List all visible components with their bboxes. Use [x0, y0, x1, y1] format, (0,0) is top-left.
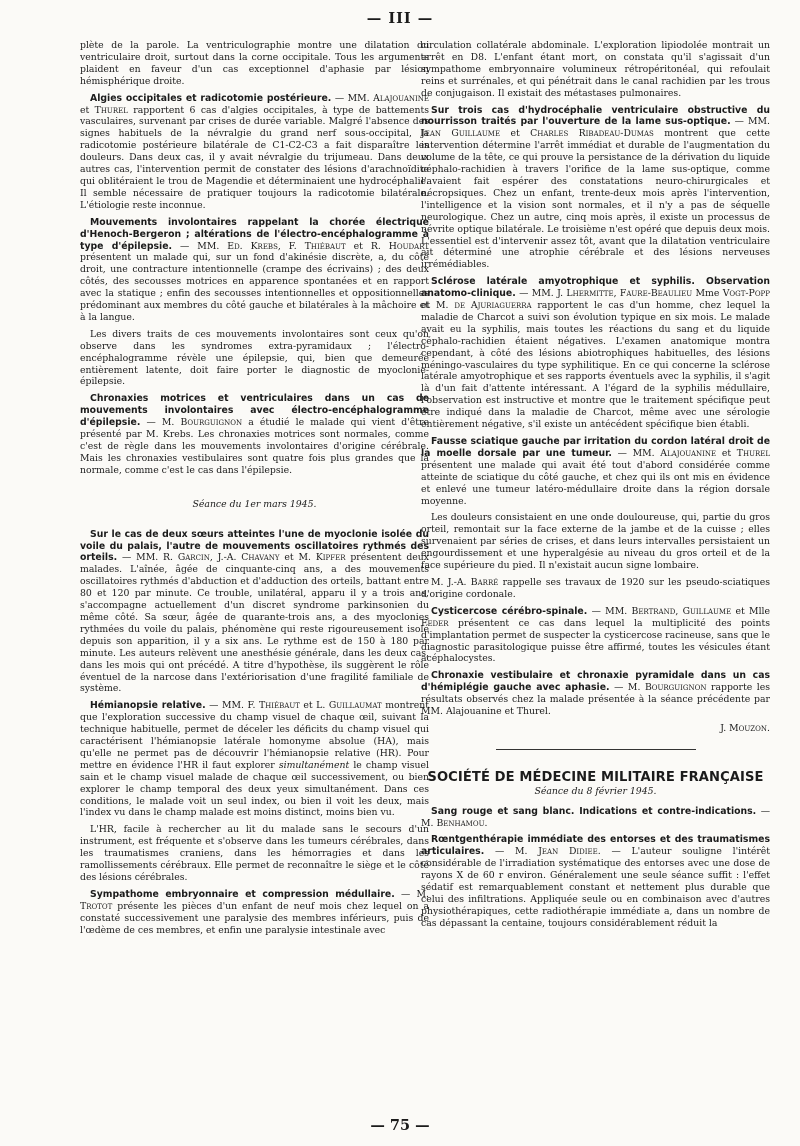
article-hemianopsie: [80, 700, 429, 819]
author-name: Garcin: [177, 552, 210, 564]
author-separator: et Mlle: [731, 605, 771, 617]
page-header-numeral: — III —: [366, 10, 434, 27]
author-prefix: — MM.: [617, 447, 661, 459]
article-title: Chronaxie vestibulaire et chronaxie pyramidale dans un cas d'hémiplégie gauche avec aphasie.: [421, 670, 770, 694]
author-name: Alajouanine: [373, 92, 429, 104]
author-prefix: — MM.: [591, 605, 632, 617]
signature-period: .: [767, 722, 770, 734]
article-body: . — L'auteur souligne l'intérêt considérable de l'irradiation systématique des entorses avec une dose de rayons X de 60 r environ. Généralement une seule séance suffit : l'effet sédatif est remarquablement constant et nettement plus durable que celui des infiltrations. Appliquée seule ou en combinaison avec d'autres physiothérapiques, cette radiothérapie immédiate a, dans un nombre de cas dépassant la centaine, toujours considérablement réduit la: [421, 846, 770, 929]
article-sciatique-para2: Les douleurs consistaient en une onde douloureuse, qui, partie du gros orteil, remontait sur la face externe de la jambe et de la cuisse ; elles survenaient par séries de crises, et dans leurs intervalles persistaient un engourdissement et une hyperalgésie au niveau du gros orteil et de la face supérieure du pied. Il n'existait aucun signe lombaire.: [421, 512, 770, 572]
article-title: Sang rouge et sang blanc. Indications et contre-indications.: [431, 805, 757, 817]
author-name: Benhamou: [436, 817, 485, 829]
article-hydrocephalie: [421, 105, 770, 272]
author-name: Chavany: [241, 552, 280, 564]
article-title: Sympathome embryonnaire et compression médullaire.: [90, 888, 395, 900]
author-name: Jean Guillaume: [421, 128, 501, 140]
author-separator: et: [716, 447, 737, 459]
author-name: Jean Didiee: [538, 846, 598, 858]
author-separator: et M.: [279, 552, 316, 564]
author-name: Bourguignon: [644, 682, 707, 694]
page-number: — 75 —: [370, 1117, 430, 1134]
author-suffix: .: [484, 817, 488, 829]
society-date: Séance du 8 février 1945.: [534, 785, 657, 797]
article-title: Sclérose latérale amyotrophique et syphilis. Observation anatomo-clinique.: [421, 276, 770, 300]
article-body: montrent que l'exploration successive du champ visuel de chaque œil, suivant la technique habituelle, permet de déceler les déficits du champ visuel qui caractérisent l'hémianopsie latérale homonyme absolue (HA), mais qu'elle ne permet pas de découvrir l'hémianopsie relative (HR). Pour mettre en évidence l'HR il faut explorer: [80, 700, 429, 771]
article-title: Mouvements involontaires rappelant la chorée électrique d'Henoch-Bergeron ; altérations de l'électro-encéphalogramme à type d'épilepsie.: [80, 216, 429, 252]
author-prefix: — MM. F.: [209, 700, 259, 712]
article-mouvements-para2: Les divers traits de ces mouvements involontaires sont ceux qu'on observe dans les syndromes extra-pyramidaux ; l'électro-encéphalogramme révèle une épilepsie, qui, bien que demeurée entièrement latente, doit faire porter le diagnostic de myoclonie-épilepsie.: [80, 328, 429, 388]
author-name: Trotot: [80, 900, 113, 912]
author-name: Thiébaut: [258, 700, 300, 712]
author-name: Thurel: [94, 104, 128, 116]
author-prefix: — M.: [401, 888, 429, 900]
author-prefix: — M.: [614, 682, 645, 694]
author-name: Feder: [421, 617, 449, 629]
article-title: Chronaxies motrices et ventriculaires dans un cas de mouvements involontaires avec électro-encéphalogramme d'épilepsie.: [80, 393, 429, 429]
article-sciatique: [421, 436, 770, 507]
author-name: Houdart: [388, 240, 430, 252]
author-name: Alajouanine: [660, 447, 717, 459]
author-name: de Ajuriaguerra: [454, 300, 532, 312]
author-prefix: M. J.-A.: [431, 576, 471, 588]
article-sclerose: [421, 276, 770, 431]
article-body: rappelle ses travaux de 1920 sur les pseudo-sciatiques d'origine cordonale.: [421, 576, 771, 600]
author-separator: et R.: [345, 240, 389, 252]
article-body: présentent un malade qui, sur un fond d'akinésie discrète, a, du côté droit, une contracture intentionnelle (crampe des écrivains) ; des deux côtés, des secousses motrices en apparence spontanées et en rapport avec la statique ; enfin des secousses intentionnelles et oppositionnelles prédominant aux membres du côté gauche et bilatérales à la mâchoire et à la langue.: [80, 252, 429, 323]
article-body: présente les pièces d'un enfant de neuf mois chez lequel on a constaté successivement une paralysie des membres inférieurs, puis de l'œdème de ces membres, et enfin une paralysie intestinale avec: [80, 900, 429, 936]
author-prefix: — MM. R.: [122, 552, 178, 564]
article-body: rapportent le cas d'un homme, chez lequel la maladie de Charcot a suivi son évolution typique en six mois. Le malade avait eu la syphilis, mais toutes les réactions du sang et du liquide céphalo-rachidien étaient négatives. L'examen anatomique montra cependant, à côté des lésions abiotrophiques habituelles, des lésions méningo-vasculaires du type syphilitique. En ce qui concerne la sclérose latérale amyotrophique et ses rapports éventuels avec la syphilis, il s'agit là d'un fait d'attente intéressant. A l'égard de la syphilis médullaire, l'observation est instructive et montre que le traitement spécifique peut être indiqué dans la maladie de Charcot, même avec une sérologie entièrement négative, s'il existe un antécédent spécifique bien établi.: [421, 300, 771, 431]
signature: [421, 723, 770, 735]
author-name: Bourguignon: [180, 417, 243, 429]
article-body: présentent une malade qui avait été tout d'abord considérée comme atteinte de sciatique du côté gauche, et chez qui ils ont mis en évidence et enlevé une tumeur latéro-médullaire droite dans la région dorsale moyenne.: [421, 459, 770, 507]
article-hemianopsie-para2: L'HR, facile à rechercher au lit du malade sans le secours d'un instrument, est fréquente et s'observe dans les tumeurs cérébrales, dans les traumatismes craniens, dans les hémorragies et dans les ramollissements cérébraux. Elle permet de reconnaître le siège et le côté des lésions cérébrales.: [80, 824, 429, 883]
article-body: rapporte les résultats observés chez la malade présentée à la séance précédente par MM. Alajouanine et Thurel.: [421, 682, 770, 718]
article-body: présentent ce cas dans lequel la multiplicité des points d'implantation permet de suspecter la cysticercose racineuse, sans que le diagnostic parasitologique puisse être affirmé, toutes les vésicules étant acéphalocystes.: [421, 617, 770, 665]
author-separator: et M.: [421, 300, 455, 312]
article-body: rapportent 6 cas d'algies occipitales, à type de battements vasculaires, survenant par crises de durée variable. Malgré l'absence des signes habituels de la névralgie du grand nerf sous-occipital, la radicotomie postérieure bilatérale de C1-C2-C3 a fait disparaître les douleurs. Dans deux cas, il y avait névralgie du trijumeau. Dans deux autres cas, l'intervention permit de constater des lésions d'arachnoïdite qui oblitéraient le trou de Magendie et déterminaient une hydrocéphalie. Il semble nécessaire de pratiquer toujours la radicotomie bilatérale. L'étiologie reste inconnue.: [80, 104, 429, 211]
article-title: Cysticercose cérébro-spinale.: [431, 605, 588, 617]
article-title: Fausse sciatique gauche par irritation du cordon latéral droit de la moelle dorsale par une tumeur.: [421, 436, 770, 459]
author-prefix: — M.: [494, 846, 539, 858]
author-name: Vogt-Popp: [722, 288, 770, 300]
author-name: Barré: [470, 576, 499, 588]
article-title: Hémianopsie relative.: [90, 700, 206, 712]
author-prefix: — M.: [421, 805, 770, 829]
continued-paragraph: circulation collatérale abdominale. L'exploration lipiodolée montrait un arrêt en D8. L'enfant étant mort, on constata qu'il s'agissait d'un sympathome embryonnaire volumineux rétropéritonéal, qui refoulait reins et surrénales, et qui pénétrait dans le canal rachidien par les trous de conjugaison. Il existait des métastases pulmonaires.: [421, 40, 770, 99]
seance-label: Séance du 1er mars 1945.: [192, 498, 317, 510]
signature-name: Mouzon: [729, 722, 768, 734]
article-title: Algies occipitales et radicotomie postérieure.: [90, 92, 332, 104]
article-chronaxie-vestibulaire: [421, 670, 770, 718]
author-separator: ,: [675, 605, 683, 617]
continued-paragraph: plète de la parole. La ventriculographie montre une dilatation du ventriculaire droit, surtout dans la corne occipitale. Tous les arguments plaident en faveur d'un cas exceptionnel d'aphasie par lésion hémisphérique droite.: [80, 40, 429, 87]
section-divider: [496, 749, 696, 750]
author-separator: et: [500, 128, 531, 140]
author-name: Bertrand: [631, 605, 676, 617]
author-prefix: — M.: [146, 417, 181, 429]
author-separator: et: [80, 104, 95, 116]
author-separator: , F.: [277, 240, 305, 252]
article-title: Rœntgenthérapie immédiate des entorses et des traumatismes articulaires.: [421, 834, 770, 858]
article-sympathome: [80, 889, 429, 937]
article-roentgen: [421, 834, 770, 929]
article-body-cont: le champ visuel sain et le champ visuel malade de chaque œil successivement, ou bien explorer le champ temporal des deux yeux simultanément. Dans ces conditions, le malade voit un seul index, ou bien il voit les deux, mais l'index vu dans le champ malade est moins distinct, moins bien vu.: [80, 759, 429, 819]
author-name: Faure-Beaulieu: [619, 288, 693, 300]
author-prefix: — MM.: [334, 92, 374, 104]
article-algies: [80, 93, 429, 212]
author-separator: , J.-A.: [209, 552, 242, 564]
article-body: a étudié le malade qui vient d'être présenté par M. Krebs. Les chronaxies motrices sont normales, comme c'est de règle dans les mouvements involontaires d'origine cérébrale. Mais les chronaxies vestibulaires sont quatre fois plus grandes que la normale, comme c'est le cas dans l'épilepsie.: [80, 417, 429, 476]
article-body: présentent deux malades. L'aînée, âgée de cinquante-cinq ans, a des mouvements oscillatoires rythmés d'abduction et d'adduction des orteils, battant entre 80 et 120 par minute. Ce trouble, unilatéral, apparu il y a trois ans, s'accompagne actuellement d'un discret syndrome parkinsonien du même côté. Sa sœur, âgée de quarante-trois ans, a des myoclonies rythmées du voile du palais, phénomène qui reste rigoureusement isolé depuis son apparition, il y a six ans. Le rythme est de 150 à 180 par minute. Les auteurs relèvent une anesthésie générale, dans les deux cas, dans les mois qui ont précédé. A titre d'hypothèse, ils suggèrent le rôle éventuel de la narcose dans l'extériorisation d'une fragilité familiale de système.: [80, 552, 429, 695]
author-name: Charles Ribadeau-Dumas: [530, 128, 654, 140]
author-name: Lhermitte: [566, 288, 614, 300]
signature-initial: J.: [720, 722, 730, 734]
right-column: [421, 40, 770, 935]
author-separator: Mme: [692, 288, 723, 300]
article-cysticercose: [421, 606, 770, 666]
author-name: Guillaumat: [328, 700, 382, 712]
article-title: Sur le cas de deux sœurs atteintes l'une de myoclonie isolée du voile du palais, l'autre de mouvements oscillatoires rythmés des orteils.: [80, 528, 429, 564]
author-prefix: — MM. J.: [519, 288, 567, 300]
article-body: montrent que cette intervention détermine l'arrêt immédiat et durable de l'augmentation du volume de la tête, ce qui prouve la persistance de la dérivation du liquide céphalo-rachidien à travers l'orifice de la lame sus-optique, comme l'avaient fait espérer des constatations neuro-chirurgicales et nécropsiques. Chez un enfant, trente-deux mois après l'intervention, l'intelligence et la vision sont normales, et il n'y a pas de séquelle neurologique. Chez un autre, cinq mois après, il existe un processus de névrite optique bilatérale. Le troisième n'est opéré que depuis deux mois. L'essentiel est d'intervenir assez tôt, avant que la dilatation ventriculaire ait déterminé une atrophie cérébrale et des lésions nerveuses irrémédiables.: [421, 128, 770, 271]
author-name: Kipfer: [315, 552, 346, 564]
article-soeurs: [80, 529, 429, 696]
left-column: [80, 40, 429, 942]
article-title: Sur trois cas d'hydrocéphalie ventriculaire obstructive du nourrisson traités par l'ouverture de la lame sus-optique.: [421, 104, 770, 128]
author-separator: et L.: [299, 700, 329, 712]
author-name: Thurel: [736, 447, 770, 459]
author-prefix: — MM.: [180, 240, 228, 252]
article-sciatique-para3: [421, 577, 770, 601]
emphasis: simultanément: [278, 759, 350, 771]
author-prefix: — MM.: [734, 116, 770, 128]
society-title: SOCIÉTÉ DE MÉDECINE MILITAIRE FRANÇAISE: [427, 769, 764, 785]
author-separator: ,: [613, 288, 620, 300]
author-name: Guillaume: [682, 605, 732, 617]
article-chronaxies: [80, 393, 429, 476]
article-sang-rouge: [421, 806, 770, 830]
article-mouvements: [80, 217, 429, 324]
author-name: Thiébaut: [304, 240, 346, 252]
author-name: Ed. Krebs: [227, 240, 278, 252]
